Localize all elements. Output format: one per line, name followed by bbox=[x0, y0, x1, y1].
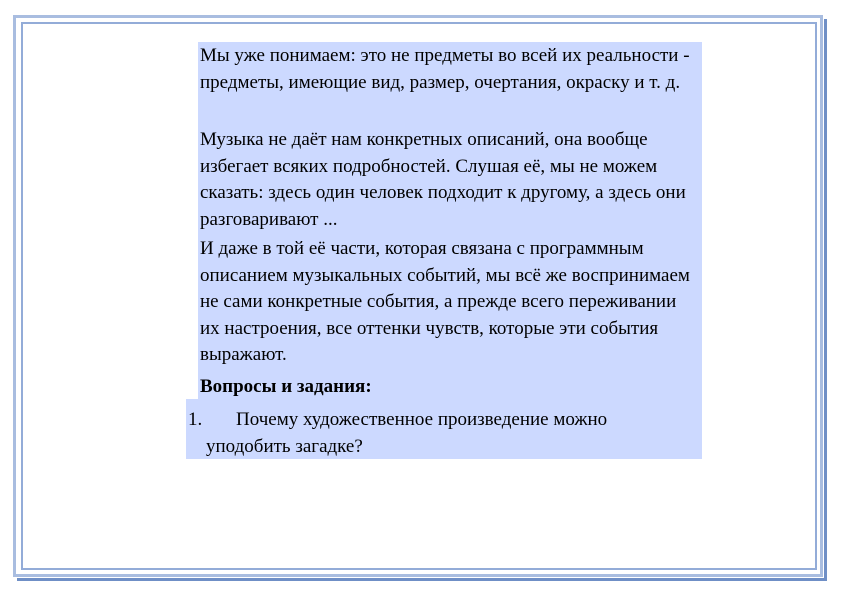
paragraph-2: Музыка не даёт нам конкретных описаний, она вообще избегает всяких подробностей. Слушая её, мы не можем сказать: здесь один человек подходит к другому, а здесь они разговаривают ... bbox=[200, 129, 686, 230]
question-text-line-2: уподобить загадке? bbox=[206, 436, 363, 457]
question-text-line-1: Почему художественное произведение можно bbox=[236, 409, 608, 430]
paragraph-1: Мы уже понимаем: это не предметы во всей их реальности - предметы, имеющие вид, размер, очертания, окраску и т. д. bbox=[200, 45, 690, 93]
paragraph-3: И даже в той её части, которая связана с программным описанием музыкальных событий, мы всё же воспринимаем не сами конкретные события, а прежде всего переживании их настроения, все оттенки чувств, которые эти события выражают. bbox=[200, 238, 690, 365]
questions-heading: Вопросы и задания: bbox=[200, 376, 372, 397]
question-number: 1. bbox=[188, 409, 203, 430]
